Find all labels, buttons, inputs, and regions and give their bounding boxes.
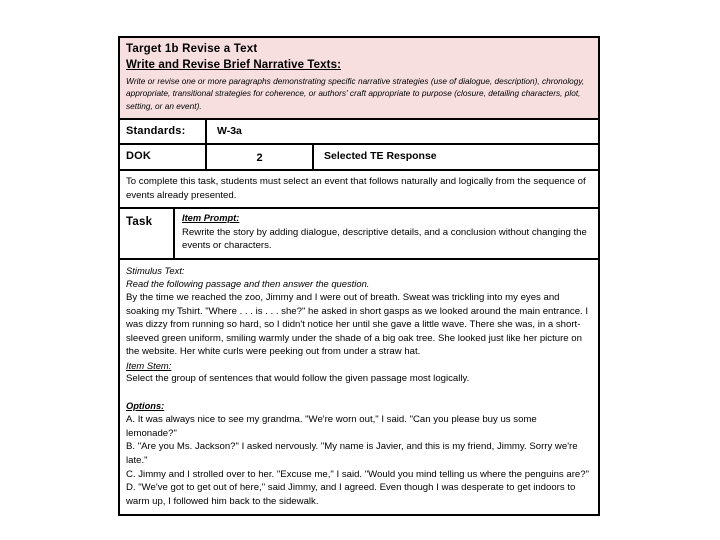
dok-label: DOK <box>120 145 207 169</box>
task-label: Task <box>120 209 175 258</box>
options-label: Options: <box>126 400 165 411</box>
target-description: Write or revise one or more paragraphs demonstrating specific narrative strategies (use of dialogue, description), chronology, appropriate, transitional strategies for coherence, or authors' craft appropriate to purpose (closure, detailing characters, plot, setting, or an event). <box>126 76 585 111</box>
option-d: D. "We've got to get out of here," said Jimmy, and I agreed. Even though I was desperate to get indoors to warm up, I followed him back to the sidewalk. <box>126 482 576 507</box>
option-c: C. Jimmy and I strolled over to her. "Excuse me," I said. "Would you mind telling us where the penguins are?" <box>126 468 589 480</box>
stimulus-passage: By the time we reached the zoo, Jimmy and I were out of breath. Sweat was trickling into my eyes and soaking my Tshirt. "Where . . . is . . . she?" he asked in short gasps as we looked around the main entrance. I was dizzy from running so hard, so I didn't notice her until she gave a little wave. There she was, in a short-sleeved green uniform, smiling warmly under the shade of a big oak tree. She looked just like her picture on the website. Her white curls were peeking out from under a straw hat. <box>126 291 589 358</box>
target-title: Target 1b Revise a Text <box>126 43 258 55</box>
item-prompt-label: Item Prompt: <box>182 213 240 224</box>
item-prompt-text: Rewrite the story by adding dialogue, descriptive details, and a conclusion without changing the events or characters. <box>182 226 587 252</box>
option-b: B. "Are you Ms. Jackson?" I asked nervously. "My name is Javier, and this is my friend, Jimmy. Sorry we're late." <box>126 441 578 467</box>
assessment-target-document <box>118 36 600 516</box>
task-row <box>120 209 598 260</box>
task-description-row <box>120 171 598 209</box>
standards-row <box>120 120 598 145</box>
standard-title: Write and Revise Brief Narrative Texts: <box>126 59 342 71</box>
item-stem-text: Select the group of sentences that would follow the given passage most logically. <box>126 373 470 385</box>
stimulus-body <box>120 260 598 515</box>
stimulus-instruction: Read the following passage and then answer the question. <box>126 278 370 290</box>
standards-label: Standards: <box>120 120 207 143</box>
dok-value: 2 <box>207 145 314 169</box>
dok-row <box>120 145 598 171</box>
standards-value: W-3a <box>217 125 242 138</box>
item-stem-label: Item Stem: <box>126 359 172 371</box>
target-header-block <box>120 38 598 120</box>
task-body <box>175 209 598 258</box>
stimulus-row <box>120 260 598 515</box>
response-type: Selected TE Response <box>324 150 437 163</box>
task-description-text: To complete this task, students must select an event that follows naturally and logically from the sequence of events already presented. <box>126 176 586 201</box>
blank-line <box>126 386 590 400</box>
stimulus-text-label: Stimulus Text: <box>126 264 185 276</box>
option-a: A. It was always nice to see my grandma. "We're worn out," I said. "Can you please buy us some lemonade?" <box>126 414 537 439</box>
